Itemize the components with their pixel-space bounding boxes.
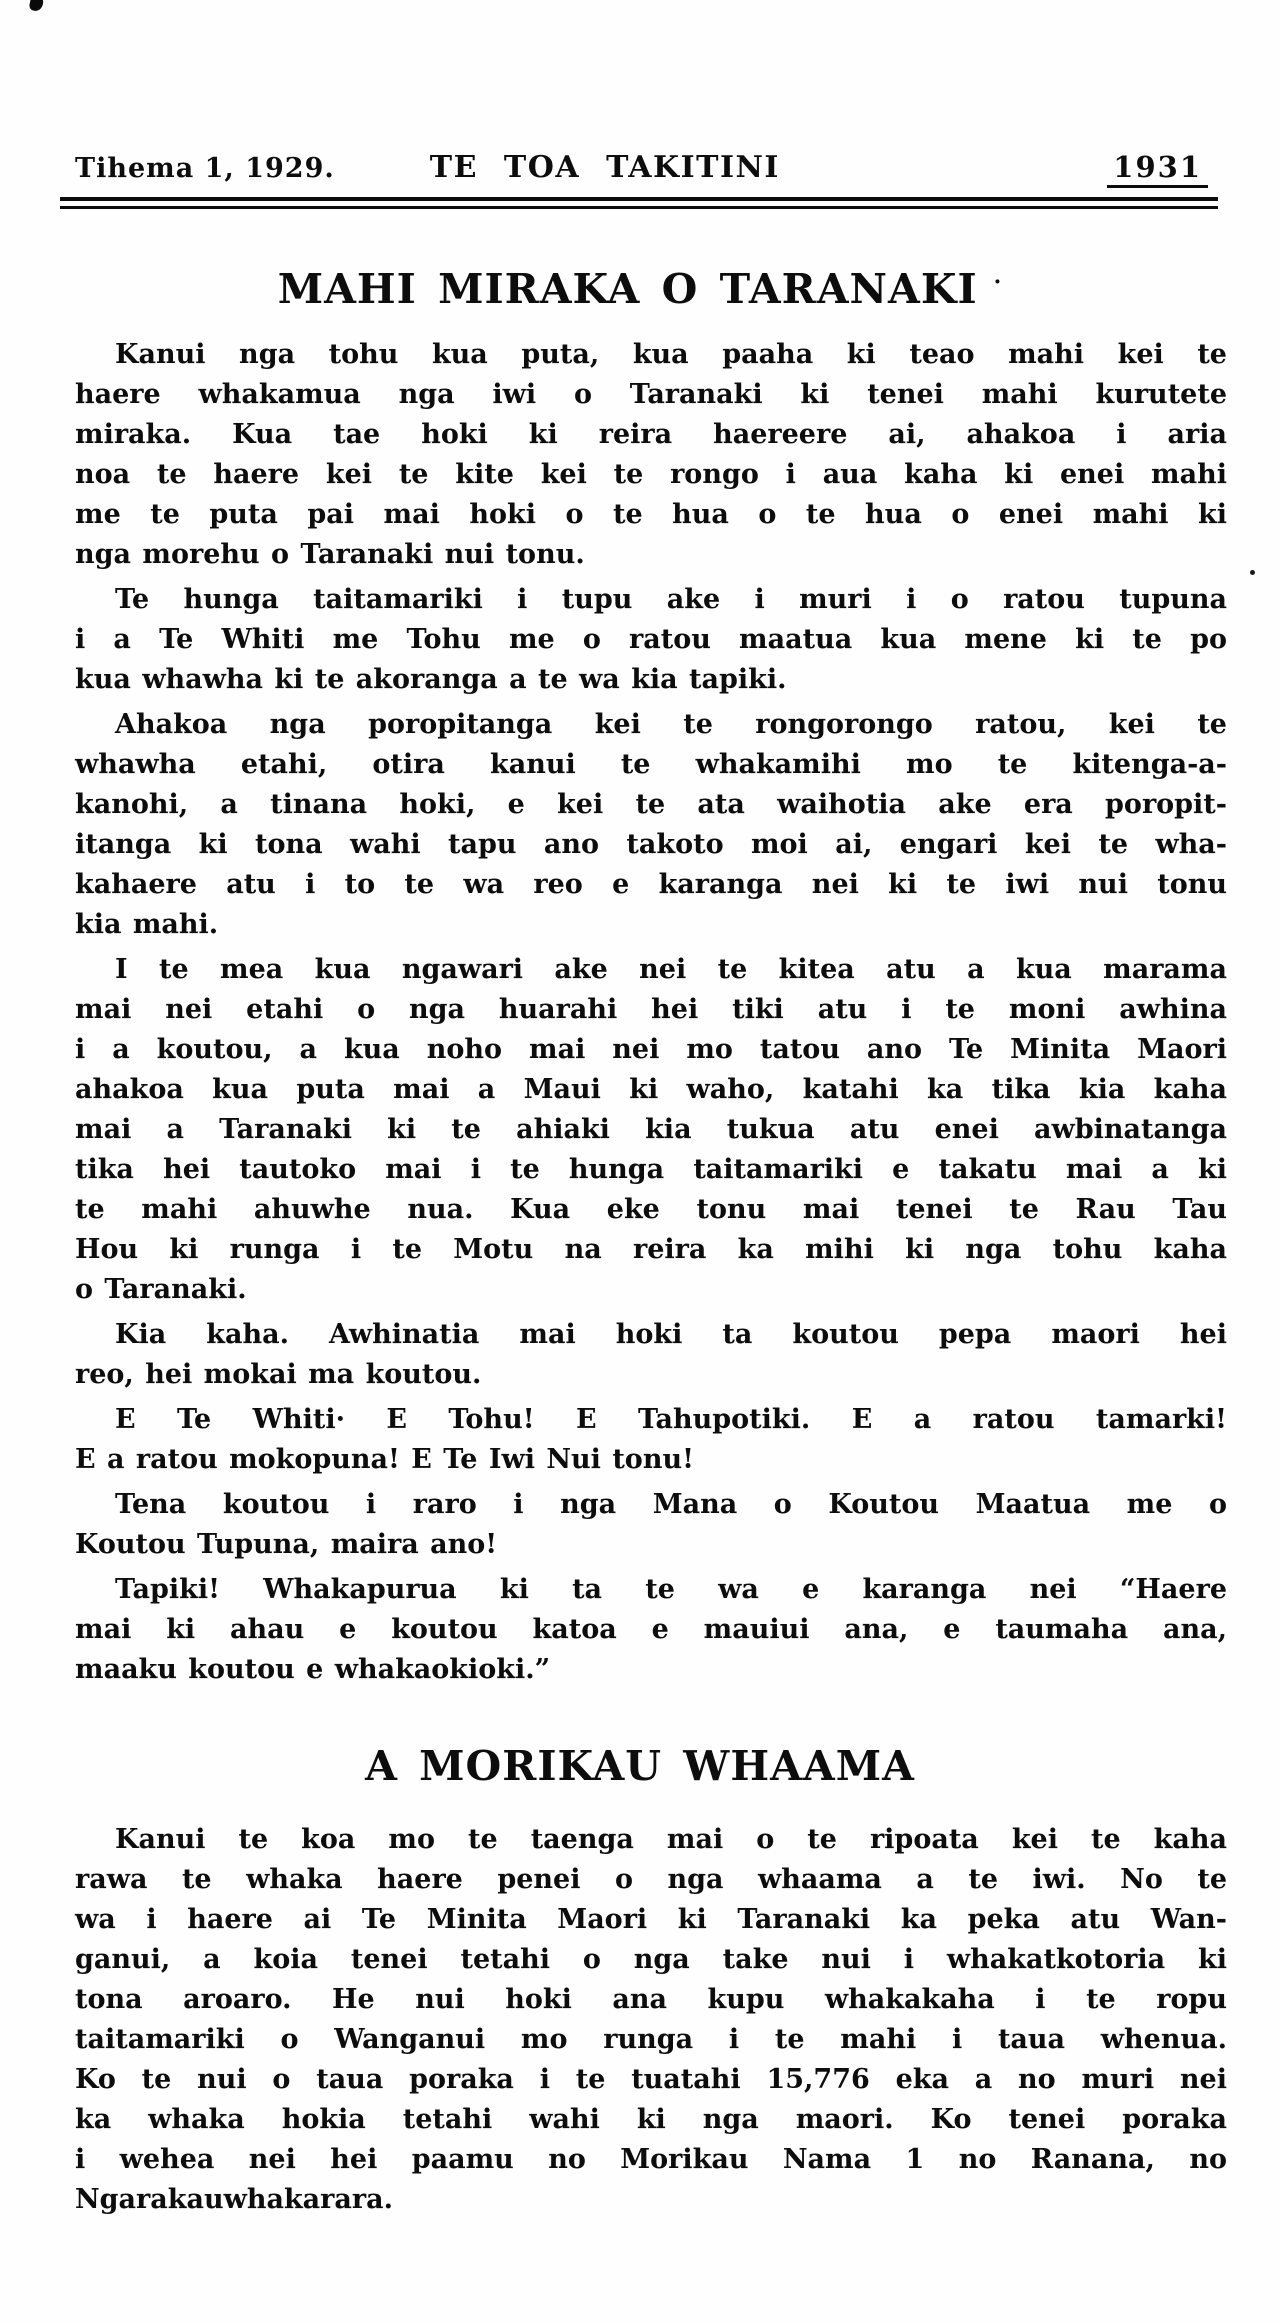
text-line: mai a Taranaki ki te ahiaki kia tukua atu enei awbinatanga (75, 1114, 1227, 1145)
paragraph (75, 580, 1227, 700)
text-line: kanohi, a tinana hoki, e kei te ata waihotia ake era poropit- (75, 789, 1227, 820)
paragraph (75, 1570, 1227, 1690)
article-title (0, 1742, 1280, 1790)
text-line: Ko te nui o taua poraka i te tuatahi 15,776 eka a no muri nei (75, 2064, 1227, 2095)
issue-date: Tihema 1, 1929. (75, 153, 335, 184)
text-line: Kanui nga tohu kua puta, kua paaha ki teao mahi kei te (115, 339, 1227, 370)
text-line: miraka. Kua tae hoki ki reira haereere ai, ahakoa i aria (75, 419, 1227, 450)
text-line: ka whaka hokia tetahi wahi ki nga maori. Ko tenei poraka (75, 2104, 1227, 2135)
page-header (75, 150, 1208, 188)
article-a-morikau-whaama (0, 1742, 1280, 2220)
text-line: kia mahi. (75, 909, 219, 940)
text-line: E a ratou mokopuna! E Te Iwi Nui tonu! (75, 1444, 694, 1475)
paragraph (75, 705, 1227, 945)
article-mahi-miraka-o-taranaki (0, 265, 1280, 1690)
text-line: I te mea kua ngawari ake nei te kitea atu a kua marama (115, 954, 1227, 985)
ink-speck (1250, 570, 1255, 575)
paragraph (75, 950, 1227, 1310)
text-line: mai nei etahi o nga huarahi hei tiki atu i te moni awhina (75, 994, 1227, 1025)
text-line: o Taranaki. (75, 1274, 247, 1305)
text-line: i wehea nei hei paamu no Morikau Nama 1 no Ranana, no (75, 2144, 1227, 2175)
article-title-text: A MORIKAU WHAAMA (365, 1742, 915, 1790)
text-line: Kanui te koa mo te taenga mai o te ripoata kei te kaha (115, 1824, 1227, 1855)
article-body (75, 1820, 1227, 2220)
text-line: Koutou Tupuna, maira ano! (75, 1529, 498, 1560)
text-line: kahaere atu i to te wa reo e karanga nei ki te iwi nui tonu (75, 869, 1227, 900)
paragraph (75, 1820, 1227, 2220)
text-line: ganui, a koia tenei tetahi o nga take nui i whakatkotoria ki (75, 1944, 1227, 1975)
header-double-rule (60, 197, 1218, 209)
text-line: whawha etahi, otira kanui te whakamihi mo te kitenga-a- (75, 749, 1227, 780)
ink-dot-mark: · (993, 269, 1003, 295)
masthead-title: TE TOA TAKITINI (429, 150, 780, 185)
article-title-text: MAHI MIRAKA O TARANAKI (277, 265, 978, 313)
text-line: tika hei tautoko mai i te hunga taitamariki e takatu mai a ki (75, 1154, 1227, 1185)
text-line: Te hunga taitamariki i tupu ake i muri i o ratou tupuna (115, 584, 1227, 615)
page-number: 1931 (1107, 150, 1208, 188)
text-line: me te puta pai mai hoki o te hua o te hua o enei mahi ki (75, 499, 1227, 530)
paragraph (75, 1485, 1227, 1565)
text-line: noa te haere kei te kite kei te rongo i aua kaha ki enei mahi (75, 459, 1227, 490)
paragraph (75, 1400, 1227, 1480)
text-line: i a koutou, a kua noho mai nei mo tatou ano Te Minita Maori (75, 1034, 1227, 1065)
text-line: Tapiki! Whakapurua ki ta te wa e karanga nei “Haere (115, 1574, 1227, 1605)
text-line: taitamariki o Wanganui mo runga i te mahi i taua whenua. (75, 2024, 1227, 2055)
ink-blot-mark (28, 0, 44, 12)
text-line: itanga ki tona wahi tapu ano takoto moi ai, engari kei te wha- (75, 829, 1227, 860)
text-line: Ngarakauwhakarara. (75, 2184, 394, 2215)
text-line: maaku koutou e whakaokioki.” (75, 1654, 551, 1685)
article-body (75, 335, 1227, 1690)
text-line: mai ki ahau e koutou katoa e mauiui ana, e taumaha ana, (75, 1614, 1227, 1645)
text-line: tona aroaro. He nui hoki ana kupu whakakaha i te ropu (75, 1984, 1227, 2015)
text-line: wa i haere ai Te Minita Maori ki Taranaki ka peka atu Wan- (75, 1904, 1227, 1935)
text-line: E Te Whiti· E Tohu! E Tahupotiki. E a ratou tamarki! (115, 1404, 1227, 1435)
text-line: kua whawha ki te akoranga a te wa kia tapiki. (75, 664, 787, 695)
paragraph (75, 1315, 1227, 1395)
text-line: Hou ki runga i te Motu na reira ka mihi ki nga tohu kaha (75, 1234, 1227, 1265)
text-line: Tena koutou i raro i nga Mana o Koutou Maatua me o (115, 1489, 1227, 1520)
text-line: haere whakamua nga iwi o Taranaki ki tenei mahi kurutete (75, 379, 1227, 410)
text-line: Kia kaha. Awhinatia mai hoki ta koutou pepa maori hei (115, 1319, 1227, 1350)
text-line: Ahakoa nga poropitanga kei te rongorongo ratou, kei te (115, 709, 1227, 740)
text-line: ahakoa kua puta mai a Maui ki waho, katahi ka tika kia kaha (75, 1074, 1227, 1105)
text-line: nga morehu o Taranaki nui tonu. (75, 539, 585, 570)
text-line: te mahi ahuwhe nua. Kua eke tonu mai tenei te Rau Tau (75, 1194, 1227, 1225)
paragraph (75, 335, 1227, 575)
text-line: reo, hei mokai ma koutou. (75, 1359, 482, 1390)
text-line: i a Te Whiti me Tohu me o ratou maatua kua mene ki te po (75, 624, 1227, 655)
text-line: rawa te whaka haere penei o nga whaama a te iwi. No te (75, 1864, 1227, 1895)
article-title (0, 265, 1280, 313)
